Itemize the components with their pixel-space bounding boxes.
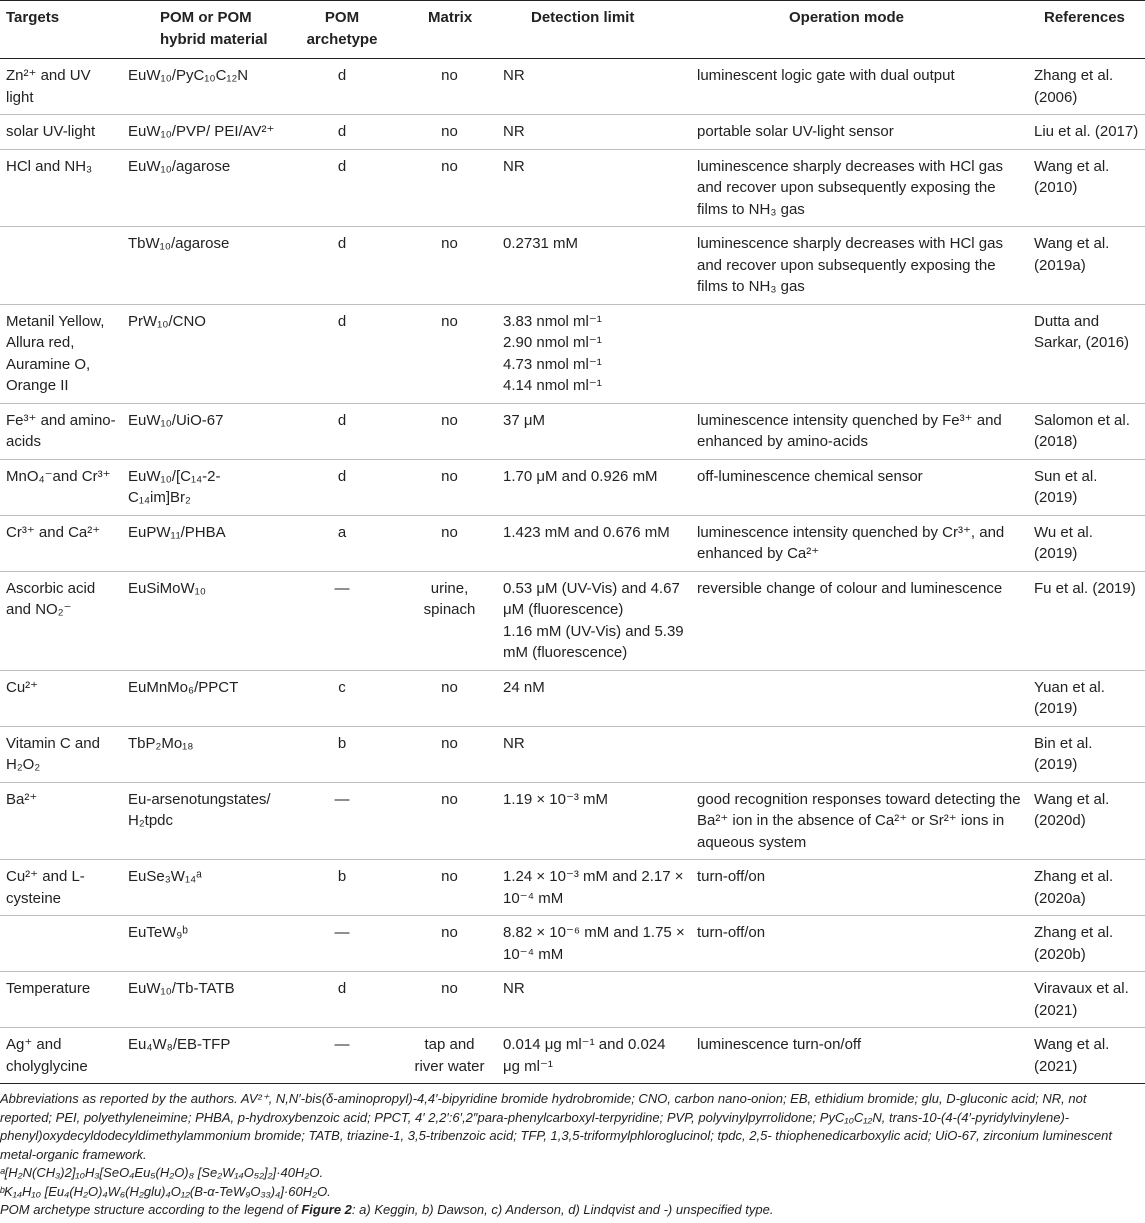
cell-operation-mode: luminescent logic gate with dual output (691, 59, 1028, 115)
table-row (0, 227, 1145, 305)
table-row (0, 515, 1145, 571)
cell-material: Eu₄W₈/EB-TFP (122, 1028, 282, 1084)
cell-matrix: urine, spinach (402, 571, 497, 670)
cell-operation-mode: portable solar UV-light sensor (691, 115, 1028, 150)
cell-material: EuSiMoW₁₀ (122, 571, 282, 670)
cell-operation-mode: turn-off/on (691, 860, 1028, 916)
table-row (0, 115, 1145, 150)
cell-material: EuTeW₉ᵇ (122, 916, 282, 972)
cell-reference: Zhang et al. (2006) (1028, 59, 1145, 115)
cell-operation-mode: off-luminescence chemical sensor (691, 459, 1028, 515)
cell-targets: Cu²⁺ and L-cysteine (0, 860, 122, 916)
cell-reference: Viravaux et al. (2021) (1028, 972, 1145, 1028)
cell-material: EuPW₁₁/PHBA (122, 515, 282, 571)
cell-targets: Temperature (0, 972, 122, 1028)
header-material: POM or POM hybrid material (122, 1, 282, 59)
cell-operation-mode: turn-off/on (691, 916, 1028, 972)
cell-archetype: d (282, 459, 402, 515)
cell-material: EuW₁₀/Tb-TATB (122, 972, 282, 1028)
cell-detection-limit: NR (497, 726, 691, 782)
cell-matrix: no (402, 403, 497, 459)
cell-detection-limit: 24 nM (497, 670, 691, 726)
cell-detection-limit: 1.24 × 10⁻³ mM and 2.17 × 10⁻⁴ mM (497, 860, 691, 916)
footnote-archetype (0, 1201, 1141, 1220)
detection-limit-line: 4.14 nmol ml⁻¹ (503, 377, 602, 394)
cell-archetype: b (282, 860, 402, 916)
header-detection-limit: Detection limit (497, 1, 691, 59)
cell-operation-mode: luminescence intensity quenched by Fe³⁺ and enhanced by amino-acids (691, 403, 1028, 459)
cell-operation-mode: good recognition responses toward detecting the Ba²⁺ ion in the absence of Ca²⁺ or Sr²⁺ ions in aqueous system (691, 782, 1028, 860)
cell-archetype: — (282, 1028, 402, 1084)
cell-matrix: no (402, 670, 497, 726)
cell-reference: Zhang et al. (2020a) (1028, 860, 1145, 916)
table-row (0, 916, 1145, 972)
table-footnotes (0, 1084, 1145, 1220)
cell-material: TbP₂Mo₁₈ (122, 726, 282, 782)
footnote-archetype-prefix: POM archetype structure according to the legend of (0, 1202, 302, 1217)
cell-reference: Zhang et al. (2020b) (1028, 916, 1145, 972)
cell-targets: Ag⁺ and cholyglycine (0, 1028, 122, 1084)
table-row (0, 459, 1145, 515)
header-targets: Targets (0, 1, 122, 59)
cell-reference: Bin et al. (2019) (1028, 726, 1145, 782)
detection-limit-line: 1.16 mM (UV-Vis) and 5.39 mM (fluorescence) (503, 622, 684, 661)
cell-detection-limit: NR (497, 115, 691, 150)
cell-material: EuW₁₀/[C₁₄-2-C₁₄im]Br₂ (122, 459, 282, 515)
cell-archetype: — (282, 571, 402, 670)
table-row (0, 860, 1145, 916)
cell-matrix: no (402, 227, 497, 305)
table-row (0, 304, 1145, 403)
cell-matrix: no (402, 916, 497, 972)
cell-targets: Cr³⁺ and Ca²⁺ (0, 515, 122, 571)
cell-operation-mode (691, 972, 1028, 1028)
cell-material: EuW₁₀/agarose (122, 149, 282, 227)
cell-targets (0, 916, 122, 972)
cell-detection-limit (497, 304, 691, 403)
cell-detection-limit: NR (497, 149, 691, 227)
cell-matrix: no (402, 115, 497, 150)
table-row (0, 782, 1145, 860)
cell-reference: Wang et al. (2019a) (1028, 227, 1145, 305)
cell-operation-mode (691, 304, 1028, 403)
cell-targets: MnO₄⁻and Cr³⁺ (0, 459, 122, 515)
cell-archetype: — (282, 782, 402, 860)
cell-operation-mode: luminescence intensity quenched by Cr³⁺, and enhanced by Ca²⁺ (691, 515, 1028, 571)
cell-matrix: no (402, 459, 497, 515)
table-row (0, 726, 1145, 782)
table-row (0, 670, 1145, 726)
cell-matrix: tap and river water (402, 1028, 497, 1084)
cell-targets: HCl and NH₃ (0, 149, 122, 227)
cell-targets (0, 227, 122, 305)
header-matrix: Matrix (402, 1, 497, 59)
cell-reference: Wu et al. (2019) (1028, 515, 1145, 571)
detection-limit-line: 4.73 nmol ml⁻¹ (503, 355, 602, 373)
cell-reference: Dutta and Sarkar, (2016) (1028, 304, 1145, 403)
cell-operation-mode: luminescence turn-on/off (691, 1028, 1028, 1084)
table-row (0, 149, 1145, 227)
cell-matrix: no (402, 304, 497, 403)
cell-reference: Sun et al. (2019) (1028, 459, 1145, 515)
cell-matrix: no (402, 972, 497, 1028)
footnote-a: ᵃ[H₂N(CH₃)2]₁₀H₃[SeO₄Eu₅(H₂O)₈ [Se₂W₁₄O₅₂]₂]·40H₂O. (0, 1165, 324, 1180)
header-operation-mode: Operation mode (691, 1, 1028, 59)
cell-material: EuW₁₀/PyC₁₀C₁₂N (122, 59, 282, 115)
cell-targets: Cu²⁺ (0, 670, 122, 726)
cell-matrix: no (402, 860, 497, 916)
figure-reference: Figure 2 (301, 1202, 352, 1217)
cell-targets: solar UV-light (0, 115, 122, 150)
cell-detection-limit (497, 571, 691, 670)
cell-archetype: a (282, 515, 402, 571)
cell-detection-limit: 8.82 × 10⁻⁶ mM and 1.75 × 10⁻⁴ mM (497, 916, 691, 972)
cell-reference: Liu et al. (2017) (1028, 115, 1145, 150)
cell-archetype: b (282, 726, 402, 782)
cell-material: TbW₁₀/agarose (122, 227, 282, 305)
cell-targets: Zn²⁺ and UV light (0, 59, 122, 115)
cell-archetype: d (282, 115, 402, 150)
footnote-b: ᵇK₁₄H₁₀ [Eu₄(H₂O)₄W₆(H₂glu)₄O₁₂(B-α-TeW₉O₃₃)₄]·60H₂O. (0, 1183, 331, 1199)
table-row (0, 403, 1145, 459)
cell-detection-limit: 0.2731 mM (497, 227, 691, 305)
header-archetype: POM archetype (282, 1, 402, 59)
cell-matrix: no (402, 782, 497, 860)
cell-reference: Wang et al. (2021) (1028, 1028, 1145, 1084)
cell-archetype: d (282, 972, 402, 1028)
cell-operation-mode: luminescence sharply decreases with HCl gas and recover upon subsequently exposing the films to NH₃ gas (691, 149, 1028, 227)
cell-targets: Ascorbic acid and NO₂⁻ (0, 571, 122, 670)
table-row (0, 571, 1145, 670)
cell-detection-limit: 1.70 μM and 0.926 mM (497, 459, 691, 515)
cell-detection-limit: 1.423 mM and 0.676 mM (497, 515, 691, 571)
table-row (0, 59, 1145, 115)
cell-material: EuSe₃W₁₄ᵃ (122, 860, 282, 916)
cell-detection-limit: 1.19 × 10⁻³ mM (497, 782, 691, 860)
cell-material: PrW₁₀/CNO (122, 304, 282, 403)
cell-reference: Fu et al. (2019) (1028, 571, 1145, 670)
cell-targets: Metanil Yellow, Allura red, Auramine O, Orange II (0, 304, 122, 403)
footnote-archetype-suffix: : a) Keggin, b) Dawson, c) Anderson, d) Lindqvist and -) unspecified type. (351, 1202, 774, 1217)
cell-material: EuW₁₀/UiO-67 (122, 403, 282, 459)
cell-reference: Salomon et al. (2018) (1028, 403, 1145, 459)
cell-matrix: no (402, 726, 497, 782)
cell-archetype: d (282, 149, 402, 227)
cell-targets: Vitamin C and H₂O₂ (0, 726, 122, 782)
cell-targets: Ba²⁺ (0, 782, 122, 860)
detection-limit-line: 2.90 nmol ml⁻¹ (503, 334, 602, 351)
cell-archetype: d (282, 403, 402, 459)
header-references: References (1028, 1, 1145, 59)
cell-archetype: d (282, 59, 402, 115)
cell-material: EuMnMo₆/PPCT (122, 670, 282, 726)
cell-detection-limit: NR (497, 59, 691, 115)
cell-material: EuW₁₀/PVP/ PEI/AV²⁺ (122, 115, 282, 150)
cell-operation-mode: luminescence sharply decreases with HCl gas and recover upon subsequently exposing the films to NH₃ gas (691, 227, 1028, 305)
cell-operation-mode (691, 670, 1028, 726)
cell-material: Eu-arsenotungstates/ H₂tpdc (122, 782, 282, 860)
table-row (0, 1028, 1145, 1084)
cell-archetype: c (282, 670, 402, 726)
cell-detection-limit: 0.014 μg ml⁻¹ and 0.024 μg ml⁻¹ (497, 1028, 691, 1084)
cell-reference: Yuan et al. (2019) (1028, 670, 1145, 726)
cell-reference: Wang et al. (2020d) (1028, 782, 1145, 860)
cell-detection-limit: 37 μM (497, 403, 691, 459)
cell-operation-mode: reversible change of colour and luminescence (691, 571, 1028, 670)
cell-archetype: d (282, 227, 402, 305)
cell-matrix: no (402, 515, 497, 571)
cell-matrix: no (402, 59, 497, 115)
footnote-abbreviations: Abbreviations as reported by the authors. AV²⁺, N,N′-bis(δ-aminopropyl)-4,4′-bipyridine bromide hydrobromide; CNO, carbon nano-onion; EB, ethidium bromide; glu, D-gluconic acid; NR, not reported; PEI, polyethyleneimine; PHBA, p-hydroxybenzoic acid; PPCT, 4′ 2,2′:6′,2″para-phenylcarboxyl-terpyridine; PVP, polyvinylpyrrolidone; PyC₁₀C₁₂N, trans-10-(4-(4′-pyridylvinylene)-phenyl)oxydecyldodecyldimethylammonium bromide; TATB, triazine-1, 3,5-tribenzoic acid; TFP, 1,3,5-triformylphloroglucinol; tpdc, 2,5- thiophenedicarboxylic acid; UiO-67, zirconium luminescent metal-organic framework. (0, 1091, 1112, 1162)
detection-limit-line: 3.83 nmol ml⁻¹ (503, 312, 602, 330)
table-row (0, 972, 1145, 1028)
cell-reference: Wang et al. (2010) (1028, 149, 1145, 227)
cell-archetype: — (282, 916, 402, 972)
cell-targets: Fe³⁺ and amino-acids (0, 403, 122, 459)
cell-matrix: no (402, 149, 497, 227)
detection-limit-line: 0.53 μM (UV-Vis) and 4.67 μM (fluorescence) (503, 579, 680, 618)
cell-detection-limit: NR (497, 972, 691, 1028)
header-row (0, 1, 1145, 59)
cell-operation-mode (691, 726, 1028, 782)
cell-archetype: d (282, 304, 402, 403)
